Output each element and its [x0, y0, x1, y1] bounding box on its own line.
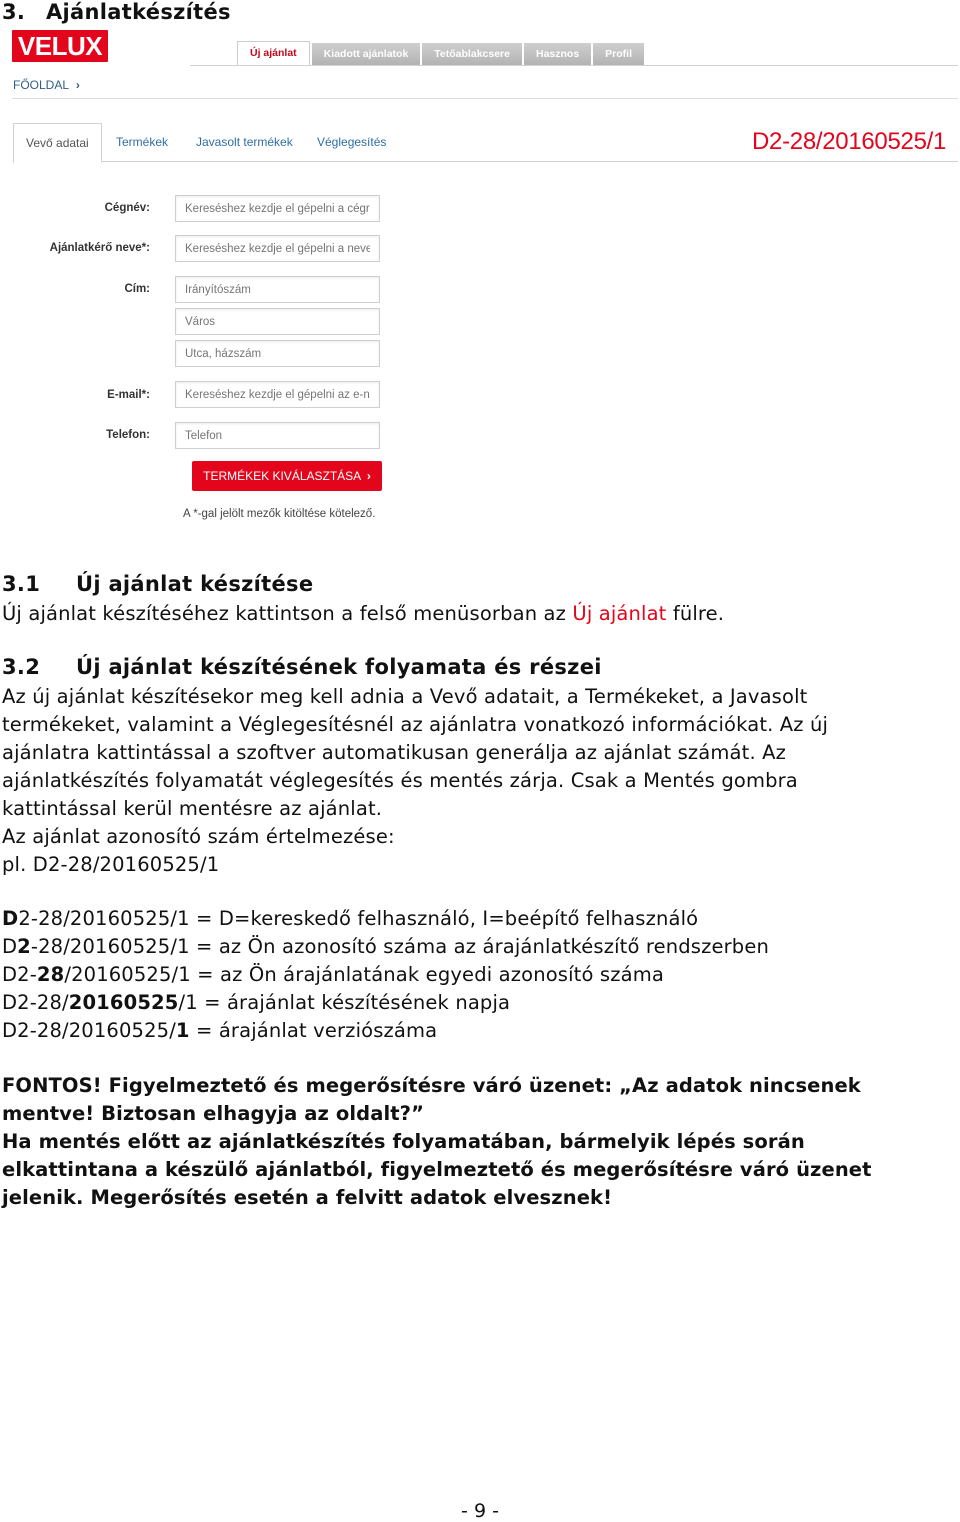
section-title: Ajánlatkészítés	[46, 0, 231, 24]
page-number: - 9 -	[461, 1500, 499, 1522]
id-part-bold: D	[2, 907, 19, 930]
velux-logo: VELUX	[12, 30, 108, 62]
id-part-bold: 2	[17, 935, 31, 958]
breadcrumb[interactable]	[13, 78, 80, 92]
id-part-post: = árajánlat verziószáma	[189, 1019, 438, 1042]
paragraph-3-1-text-before: Új ajánlat készítéséhez kattintson a felső menüsorban az	[2, 602, 573, 625]
tab-profile[interactable]: Profil	[593, 43, 644, 65]
paragraph-line: kattintással kerül mentésre az ajánlat.	[2, 797, 383, 820]
chevron-right-icon: ›	[366, 469, 371, 483]
company-label: Cégnév:	[104, 202, 150, 214]
subtab-products[interactable]: Termékek	[116, 135, 169, 149]
id-part-pre: D2-28/	[2, 991, 69, 1014]
id-part-post: -28/20160525/1 = az Ön azonosító száma az árajánlatkészítő rendszerben	[30, 935, 769, 958]
warning-line: elkattintana a készülő ajánlatból, figyelmeztető és megerősítésre váró üzenet	[2, 1158, 872, 1181]
warning-line: jelenik. Megerősítés esetén a felvitt adatok elvesznek!	[2, 1186, 613, 1209]
id-part-line	[2, 933, 769, 961]
breadcrumb-home[interactable]: FŐOLDAL	[13, 78, 69, 92]
id-part-bold: 1	[175, 1019, 190, 1042]
id-part-bold: 20160525	[68, 991, 179, 1014]
breadcrumb-divider	[12, 98, 958, 99]
company-input[interactable]	[175, 195, 380, 222]
paragraph-line: ajánlatra kattintással a szoftver automatikusan generálja az ajánlat számát. Az	[2, 741, 787, 764]
email-input[interactable]	[175, 381, 380, 408]
required-note: A *-gal jelölt mezők kitöltése kötelező.	[183, 508, 376, 520]
select-products-button[interactable]	[192, 461, 382, 491]
id-part-line	[2, 905, 769, 933]
subtab-customer-data[interactable]: Vevő adatai	[13, 123, 102, 163]
id-part-post: 2-28/20160525/1 = D=kereskedő felhasználó, I=beépítő felhasználó	[18, 907, 699, 930]
heading-3-2	[2, 655, 602, 679]
tab-useful[interactable]: Hasznos	[524, 43, 591, 65]
id-part-line	[2, 1017, 769, 1045]
city-input[interactable]	[175, 308, 380, 335]
paragraph-line: Az új ajánlat készítésekor meg kell adnia a Vevő adatait, a Termékeket, a Javasolt	[2, 685, 808, 708]
warning-line: mentve! Biztosan elhagyja az oldalt?”	[2, 1102, 424, 1125]
warning-line: FONTOS! Figyelmeztető és megerősítésre váró üzenet: „Az adatok nincsenek	[2, 1074, 861, 1097]
section-heading	[2, 0, 231, 24]
tab-issued-offers[interactable]: Kiadott ajánlatok	[312, 43, 421, 65]
id-part-pre: D2-28/20160525/	[2, 1019, 176, 1042]
email-label: E-mail*:	[107, 389, 150, 401]
heading-3-2-number: 3.2	[2, 655, 41, 679]
street-input[interactable]	[175, 340, 380, 367]
paragraph-line: ajánlatkészítés folyamatát véglegesítés és mentés zárja. Csak a Mentés gombra	[2, 769, 798, 792]
offer-id: D2-28/20160525/1	[752, 128, 947, 155]
warning-line: Ha mentés előtt az ajánlatkészítés folyamatában, bármelyik lépés során	[2, 1130, 805, 1153]
heading-3-1	[2, 572, 313, 596]
chevron-right-icon: ›	[75, 78, 80, 92]
id-part-pre: D2-	[2, 963, 37, 986]
section-number: 3.	[2, 0, 26, 24]
paragraph-3-1-text-after: fülre.	[666, 602, 725, 625]
tab-roof-window-replacement[interactable]: Tetőablakcsere	[422, 43, 522, 65]
id-part-bold: 28	[36, 963, 65, 986]
paragraph-line: pl. D2-28/20160525/1	[2, 853, 220, 876]
id-part-line	[2, 961, 769, 989]
heading-3-1-title: Új ajánlat készítése	[76, 572, 314, 596]
id-part-post: /20160525/1 = az Ön árajánlatának egyedi azonosító száma	[64, 963, 664, 986]
top-navigation	[237, 43, 646, 66]
paragraph-line: termékeket, valamint a Véglegesítésnél az ajánlatra vonatkozó információkat. Az új	[2, 713, 829, 736]
heading-3-2-title: Új ajánlat készítésének folyamata és részei	[76, 655, 602, 679]
requester-input[interactable]	[175, 235, 380, 262]
subtab-suggested-products[interactable]: Javasolt termékek	[196, 135, 293, 149]
address-label: Cím:	[124, 283, 150, 295]
zip-input[interactable]	[175, 276, 380, 303]
phone-label: Telefon:	[106, 429, 150, 441]
paragraph-line: Az ajánlat azonosító szám értelmezése:	[2, 825, 395, 848]
paragraph-3-1	[2, 600, 724, 628]
subtab-finalize[interactable]: Véglegesítés	[317, 135, 387, 149]
select-products-label: TERMÉKEK KIVÁLASZTÁSA	[203, 469, 361, 483]
heading-3-1-number: 3.1	[2, 572, 41, 596]
top-navigation-line	[190, 65, 958, 66]
id-explanation-list	[2, 905, 769, 1045]
phone-input[interactable]	[175, 422, 380, 449]
tab-new-offer[interactable]: Új ajánlat	[237, 41, 310, 66]
paragraph-3-2	[2, 683, 828, 879]
id-part-post: /1 = árajánlat készítésének napja	[178, 991, 511, 1014]
warning-block	[2, 1072, 872, 1212]
requester-label: Ajánlatkérő neve*:	[49, 242, 150, 254]
id-part-pre: D	[2, 935, 18, 958]
id-part-line	[2, 989, 769, 1017]
new-offer-link: Új ajánlat	[572, 602, 667, 625]
